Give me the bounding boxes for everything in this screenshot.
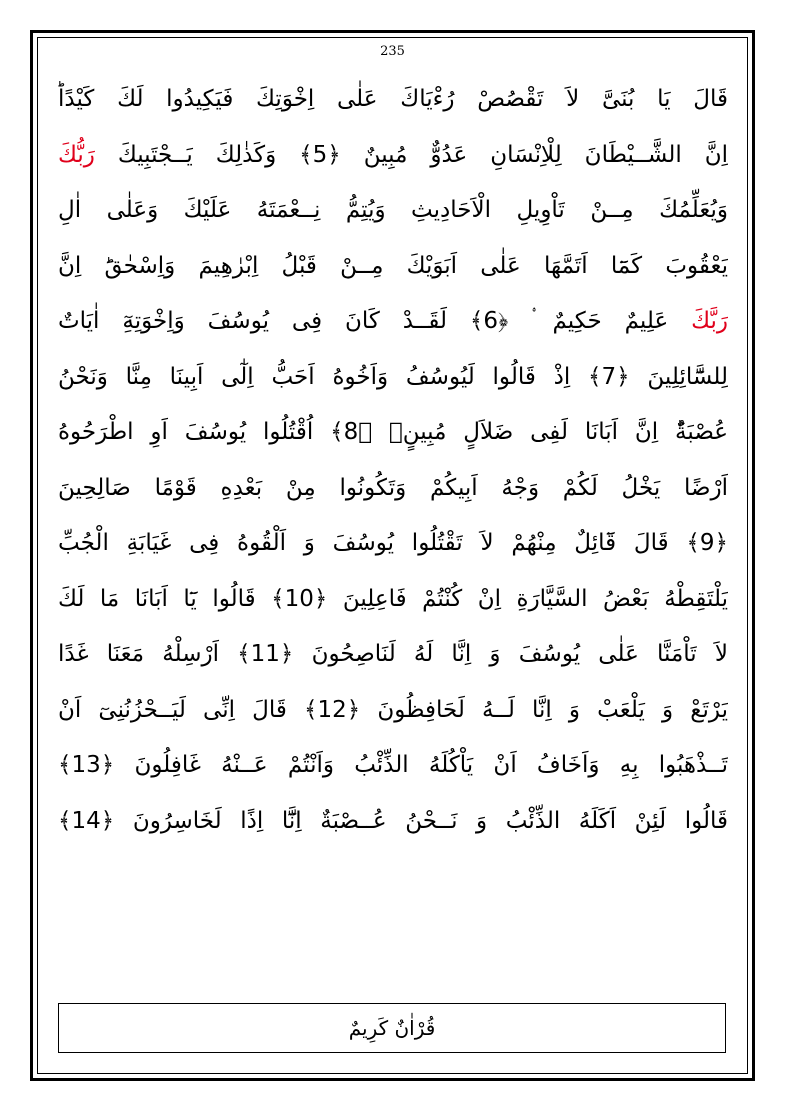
text-line: تَــذْهَبُوا بِهِ وَاَخَافُ اَنْ يَاْكُلَهُ الذِّئْبُ وَاَنْتُمْ عَــنْهُ غَافِلُونَ ﴿13﴾ — [58, 752, 728, 778]
text-line: قَالُوا لَئِنْ اَكَلَهُ الذِّئْبُ وَ نَــحْنُ عُــصْبَةٌ اِنَّٓا اِذًا لَخَاسِرُونَ ﴿14﴾ — [58, 807, 728, 834]
highlighted-word: رَبَّكَ — [691, 308, 728, 334]
page-number: 235 — [380, 44, 405, 59]
text-line: يَعْقُوبَ كَمَٓا اَتَمَّهَا عَلٰى اَبَوَيْكَ مِــنْ قَبْلُ اِبْرٰهِيمَ وَاِسْحٰقَؕ اِنَّ — [58, 252, 728, 279]
text-line: عُصْبَةٌؕ اِنَّ اَبَانَا لَفِى ضَلاَلٍ مُبِينٍۚ ﴿8﴾ اُقْتُلُوا يُوسُفَ اَوِ اطْرَحُوهُ — [58, 419, 728, 445]
footer-title: قُرْاٰنٌ كَرِيمٌ — [348, 1016, 436, 1040]
text-line: لِلسَّٓائِلِينَ ﴿7﴾ اِذْ قَالُوا لَيُوسُفُ وَاَخُوهُ اَحَبُّ اِلٰٓى اَبِينَا مِنَّا وَنَحْنُ — [58, 363, 728, 390]
footer-title-box — [58, 1003, 726, 1053]
text-line: قَالَ يَا بُنَىَّ لاَ تَقْصُصْ رُءْيَاكَ عَلٰى اِخْوَتِكَ فَيَكِيدُوا لَكَ كَيْدًاؕ — [58, 86, 728, 112]
quran-text-block — [58, 72, 728, 849]
text-line: ﴿9﴾ قَالَ قَٓائِلٌ مِنْهُمْ لاَ تَقْتُلُوا يُوسُفَ وَ اَلْقُوهُ فِى غَيَابَةِ الْجُبِّ — [58, 530, 728, 556]
text-line: اِنَّ الشَّــيْطَانَ لِلْاِنْسَانِ عَدُوٌّ مُبِينٌ ﴿5﴾ وَكَذٰلِكَ يَــجْتَبِيكَ رَبُّكَ — [58, 141, 728, 168]
text-line: اَرْضًا يَخْلُ لَكُمْ وَجْهُ اَبِيكُمْ وَتَكُونُوا مِنْ بَعْدِهِ قَوْمًا صَالِحِينَ — [58, 474, 728, 501]
text-line: رَبَّكَ عَلِيمٌ حَكِيمٌ ۟ ﴿6﴾ لَقَــدْ كَانَ فِى يُوسُفَ وَاِخْوَتِهِٓ اٰيَاتٌ — [58, 308, 728, 334]
text-line: لاَ تَاْمَنَّا عَلٰى يُوسُفَ وَ اِنَّا لَهُ لَنَاصِحُونَ ﴿11﴾ اَرْسِلْهُ مَعَنَا غَدًا — [58, 641, 728, 667]
text-line: وَيُعَلِّمُكَ مِــنْ تَاْوِيلِ الْاَحَادِيثِ وَيُتِمُّ نِــعْمَتَهُ عَلَيْكَ وَعَلٰى اٰلِ — [58, 197, 728, 223]
text-line: يَلْتَقِطْهُ بَعْضُ السَّيَّارَةِ اِنْ كُنْتُمْ فَاعِلِينَ ﴿10﴾ قَالُوا يَٓا اَبَانَا مَا لَكَ — [58, 585, 728, 612]
text-line: يَرْتَعْ وَ يَلْعَبْ وَ اِنَّا لَــهُ لَحَافِظُونَ ﴿12﴾ قَالَ اِنِّى لَيَــحْزُنُنِىٓ اَنْ — [58, 696, 728, 723]
highlighted-word: رَبُّكَ — [58, 141, 95, 168]
